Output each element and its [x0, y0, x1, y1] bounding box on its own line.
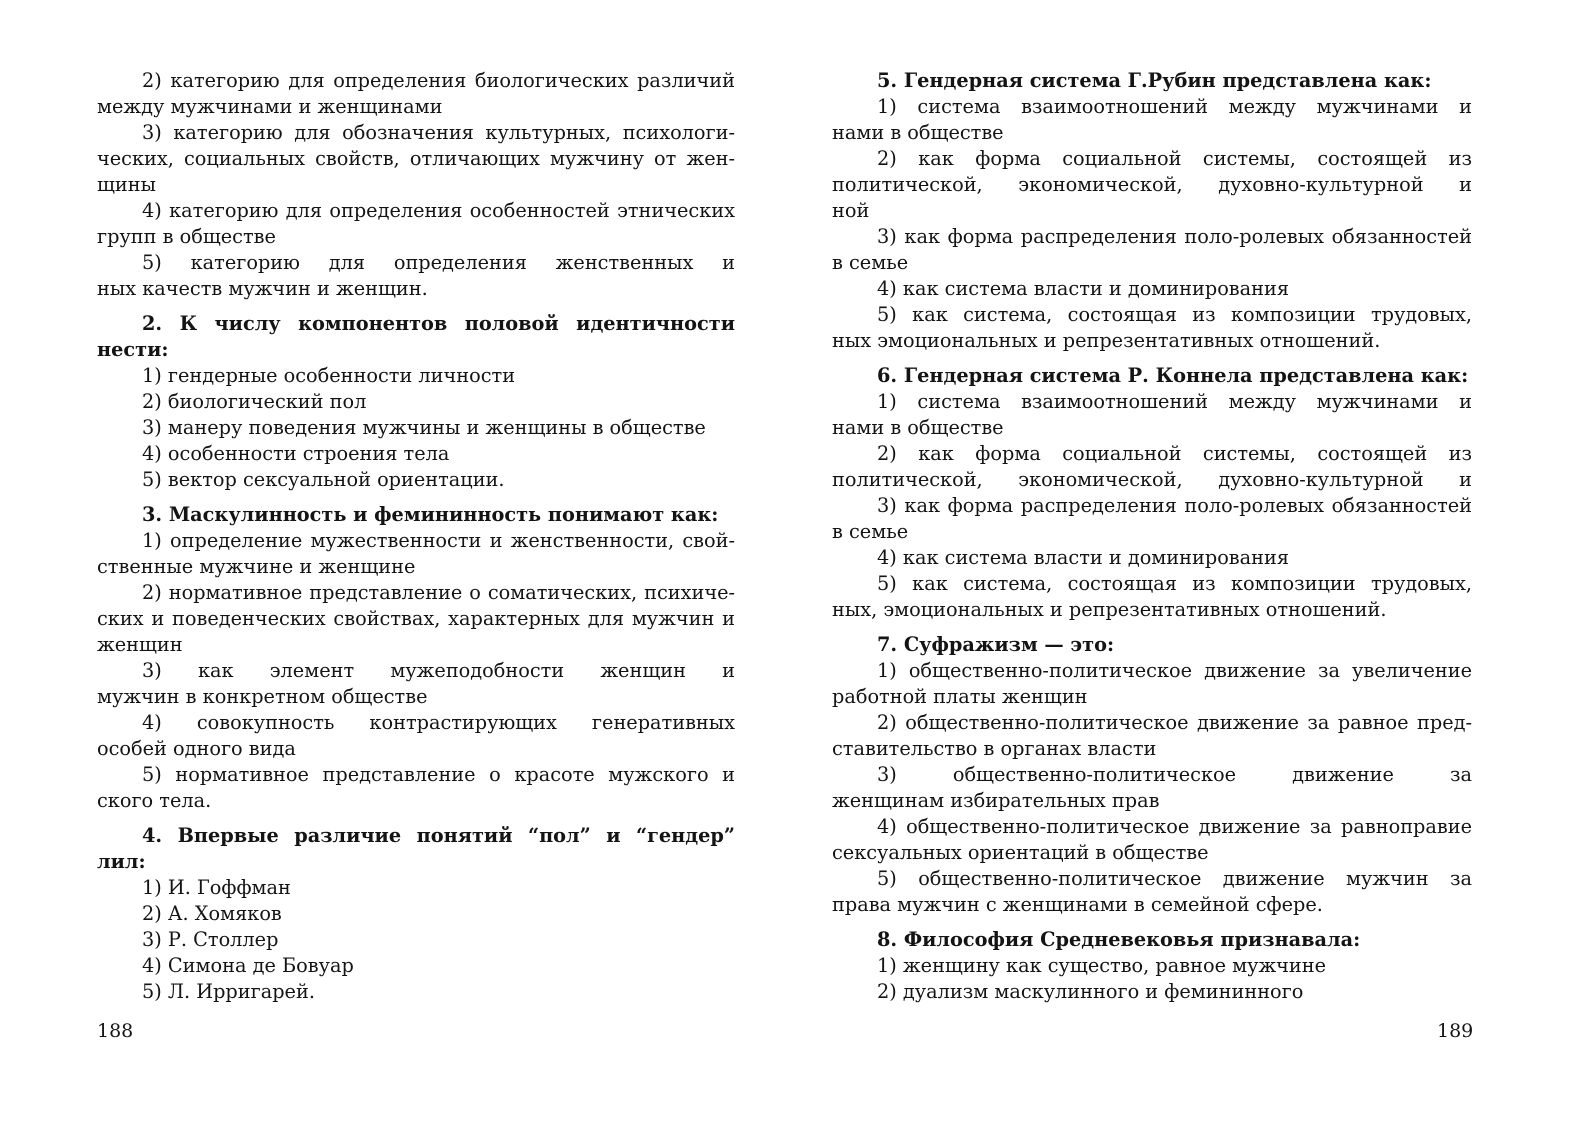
question-line: 6. Гендерная система Р. Коннела представлена как: [877, 364, 1469, 387]
question-line: нести: [97, 338, 169, 361]
text-line: 2) общественно-политическое движение за равное пред- [877, 711, 1472, 734]
text-line: ных, эмоциональных и репрезентативных отношений. [832, 598, 1387, 621]
text-line: 1) общественно-политическое движение за увеличение [877, 659, 1472, 682]
text-line: нами в обществе [832, 121, 1004, 144]
text-line: 5) как система, состоящая из композиции трудовых, [877, 303, 1472, 326]
question-line: 2. К числу компонентов половой идентичности [142, 312, 735, 335]
text-line: 5) вектор сексуальной ориентации. [142, 468, 505, 491]
text-line: особей одного вида [97, 737, 296, 760]
question-line: 5. Гендерная система Г.Рубин представлена как: [877, 69, 1432, 92]
text-line: 2) как форма социальной системы, состоящей из [877, 147, 1472, 170]
text-line: ского тела. [97, 789, 212, 812]
text-line: 1) определение мужественности и женственности, свой- [142, 529, 735, 552]
text-line: нами в обществе [832, 416, 1004, 439]
question-line: 7. Суфражизм — это: [877, 633, 1115, 656]
text-line: 5) Л. Ирригарей. [142, 980, 315, 1003]
text-line: 3) общественно-политическое движение за [877, 763, 1472, 786]
text-line: 1) женщину как существо, равное мужчине [877, 954, 1327, 977]
text-line: мужчин в конкретном обществе [97, 685, 428, 708]
text-line: в семье [832, 520, 909, 543]
question-line: 3. Маскулинность и фемининность понимают как: [142, 503, 719, 526]
text-line: щины [97, 173, 156, 196]
text-line: 4) как система власти и доминирования [877, 546, 1290, 569]
text-line: 3) как форма распределения поло-ролевых обязанностей [877, 494, 1472, 517]
text-line: работной платы женщин [832, 685, 1088, 708]
text-line: 1) система взаимоотношений между мужчинами и [877, 95, 1472, 118]
text-line: женщинам избирательных прав [832, 789, 1160, 812]
text-line: 1) система взаимоотношений между мужчинами и [877, 390, 1472, 413]
text-line: 3) как форма распределения поло-ролевых обязанностей [877, 225, 1472, 248]
text-line: между мужчинами и женщинами [97, 95, 443, 118]
text-line: ставительство в органах власти [832, 737, 1157, 760]
text-line: 5) нормативное представление о красоте мужского и [142, 763, 735, 786]
text-line: ческих, социальных свойств, отличающих мужчину от жен- [97, 147, 735, 170]
page-number-right: 189 [1437, 1020, 1474, 1042]
text-line: ных эмоциональных и репрезентативных отношений. [832, 329, 1381, 352]
right-page-text [832, 68, 1472, 1005]
text-line: 1) И. Гоффман [142, 876, 291, 899]
text-line: 3) Р. Столлер [142, 928, 279, 951]
text-line: 4) Симона де Бовуар [142, 954, 354, 977]
text-line: 4) общественно-политическое движение за равноправие [877, 815, 1472, 838]
text-line: 3) категорию для обозначения культурных, психологи- [142, 121, 735, 144]
text-line: 2) биологический пол [142, 390, 367, 413]
question-line: 8. Философия Средневековья признавала: [877, 928, 1361, 951]
text-line: 4) совокупность контрастирующих генеративных [142, 711, 735, 734]
text-line: политической, экономической, духовно-культурной и [832, 468, 1472, 491]
text-line: ских и поведенческих свойствах, характерных для мужчин и [97, 607, 735, 630]
page-number-left: 188 [97, 1020, 134, 1042]
text-line: 2) нормативное представление о соматических, психиче- [142, 581, 735, 604]
text-line: 2) А. Хомяков [142, 902, 282, 925]
text-line: 3) как элемент мужеподобности женщин и [142, 659, 735, 682]
text-line: в семье [832, 251, 909, 274]
text-line: сексуальных ориентаций в обществе [832, 841, 1209, 864]
right-page [797, 0, 1594, 1128]
text-line: 2) как форма социальной системы, состоящей из [877, 442, 1472, 465]
text-line: 2) дуализм маскулинного и фемининного [877, 980, 1304, 1003]
text-line: ной [832, 199, 870, 222]
text-line: ных качеств мужчин и женщин. [97, 277, 428, 300]
question-line: 4. Впервые различие понятий “пол” и “гендер” [142, 824, 735, 847]
text-line: 5) как система, состоящая из композиции трудовых, [877, 572, 1472, 595]
text-line: 1) гендерные особенности личности [142, 364, 516, 387]
text-line: политической, экономической, духовно-культурной и [832, 173, 1472, 196]
text-line: 5) общественно-политическое движение мужчин за [877, 867, 1472, 890]
left-page-text [97, 68, 735, 1005]
text-line: 2) категорию для определения биологических различий [142, 69, 735, 92]
text-line: 5) категорию для определения женственных и [142, 251, 735, 274]
text-line: 4) категорию для определения особенностей этнических [142, 199, 735, 222]
text-line: права мужчин с женщинами в семейной сфере. [832, 893, 1323, 916]
text-line: ственные мужчине и женщине [97, 555, 416, 578]
question-line: лил: [97, 850, 146, 873]
text-line: 4) как система власти и доминирования [877, 277, 1290, 300]
text-line: 3) манеру поведения мужчины и женщины в обществе [142, 416, 706, 439]
text-line: 4) особенности строения тела [142, 442, 450, 465]
text-line: женщин [97, 633, 183, 656]
text-line: групп в обществе [97, 225, 276, 248]
